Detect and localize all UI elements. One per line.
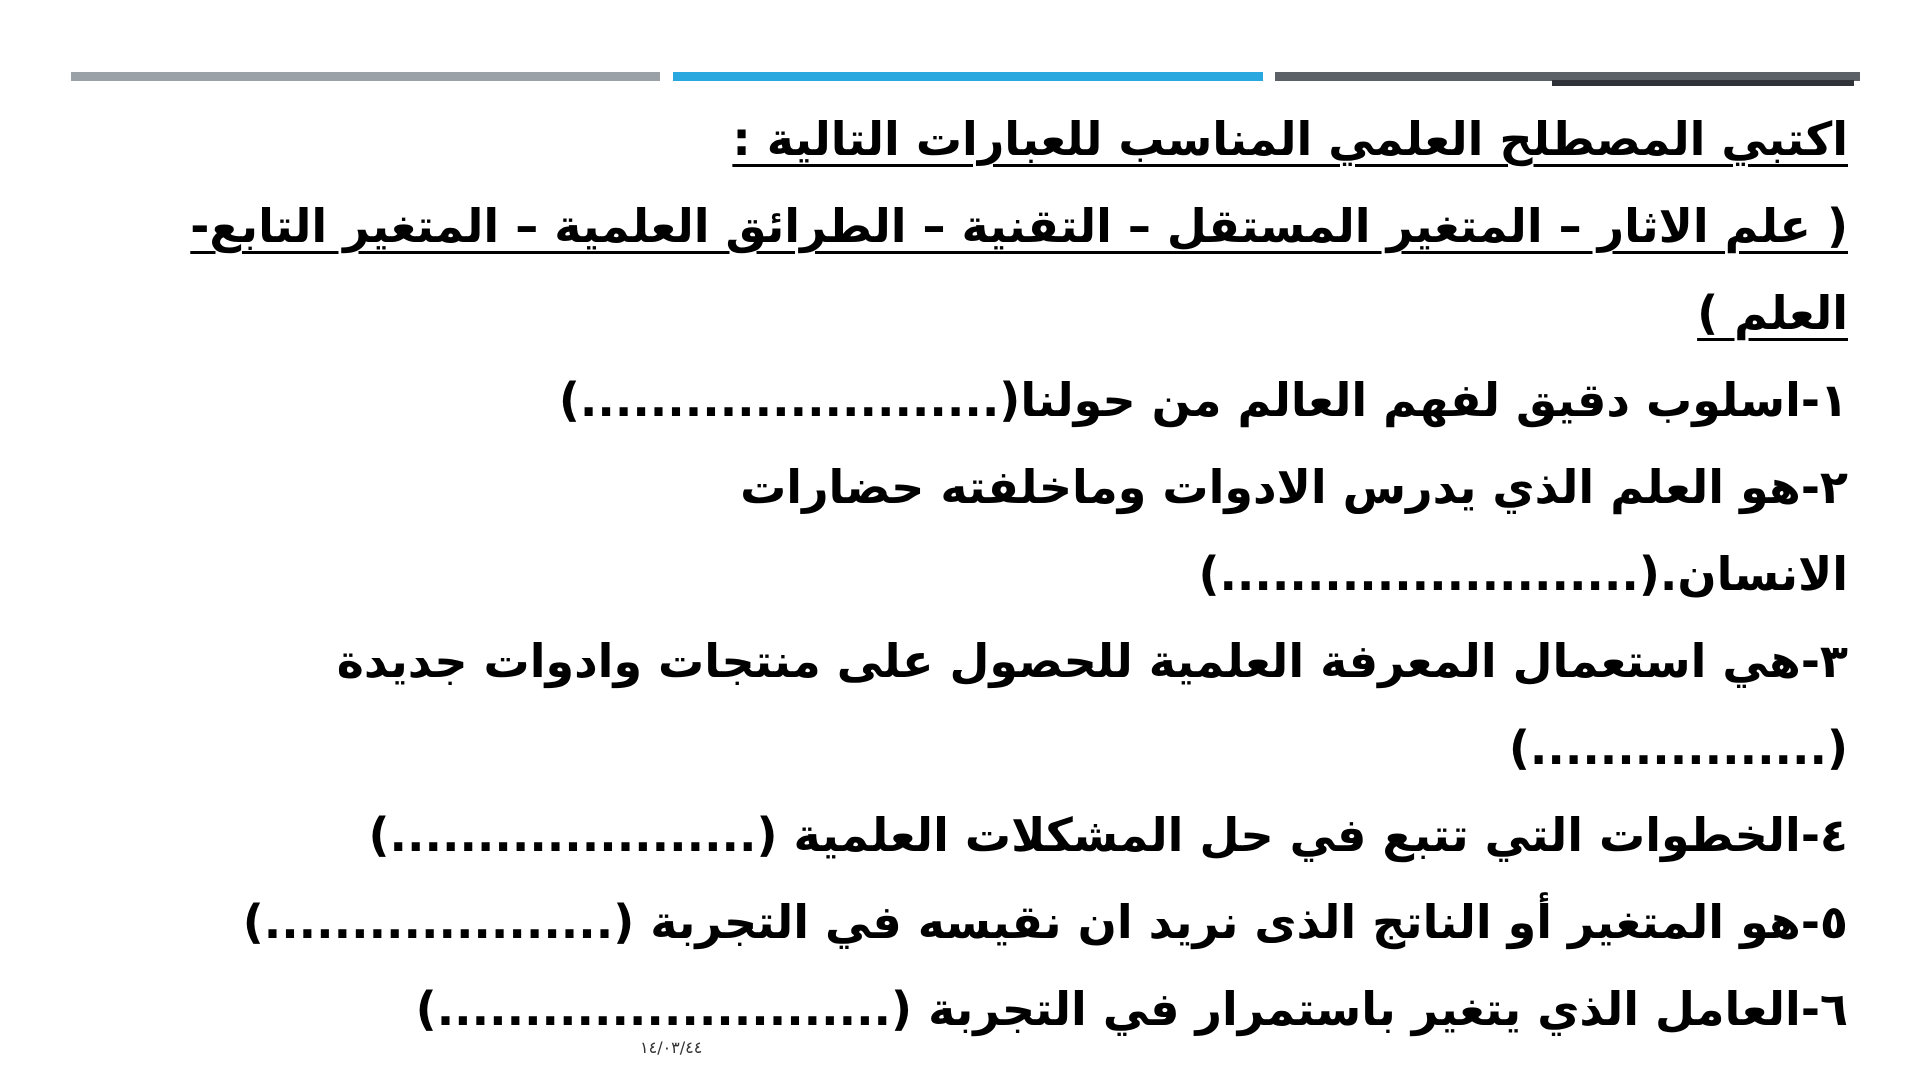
question-4: ٤-الخطوات التي تتبع في حل المشكلات العلمية (.....................) bbox=[368, 808, 1848, 862]
question-3: ٣-هي استعمال المعرفة العلمية للحصول على منتجات وادوات جديدة bbox=[336, 634, 1848, 688]
instruction-title: اكتبي المصطلح العلمي المناسب للعبارات التالية : bbox=[732, 112, 1848, 166]
question-5: ٥-هو المتغير أو الناتج الذى نريد ان نقيسه في التجربة (....................) bbox=[242, 895, 1848, 949]
question-2-continuation: الانسان.(........................) bbox=[1198, 547, 1848, 601]
term-list-line-2: العلم ) bbox=[1697, 286, 1848, 340]
top-divider-left bbox=[71, 72, 660, 81]
question-3-continuation: (.................) bbox=[1508, 721, 1848, 775]
term-list-line-1: ( علم الاثار – المتغير المستقل – التقنية – الطرائق العلمية – المتغير التابع- bbox=[190, 199, 1848, 253]
question-1: ١-اسلوب دقيق لفهم العالم من حولنا(........................) bbox=[558, 373, 1848, 427]
question-6: ٦-العامل الذي يتغير باستمرار في التجربة (..........................) bbox=[415, 982, 1848, 1036]
footer-date: ١٤/٠٣/٤٤ bbox=[640, 1038, 703, 1057]
top-divider-right-accent bbox=[1552, 80, 1854, 86]
question-2: ٢-هو العلم الذي يدرس الادوات وماخلفته حضارات bbox=[740, 460, 1848, 514]
top-divider-middle bbox=[673, 72, 1263, 81]
slide-content bbox=[190, 96, 1848, 1053]
